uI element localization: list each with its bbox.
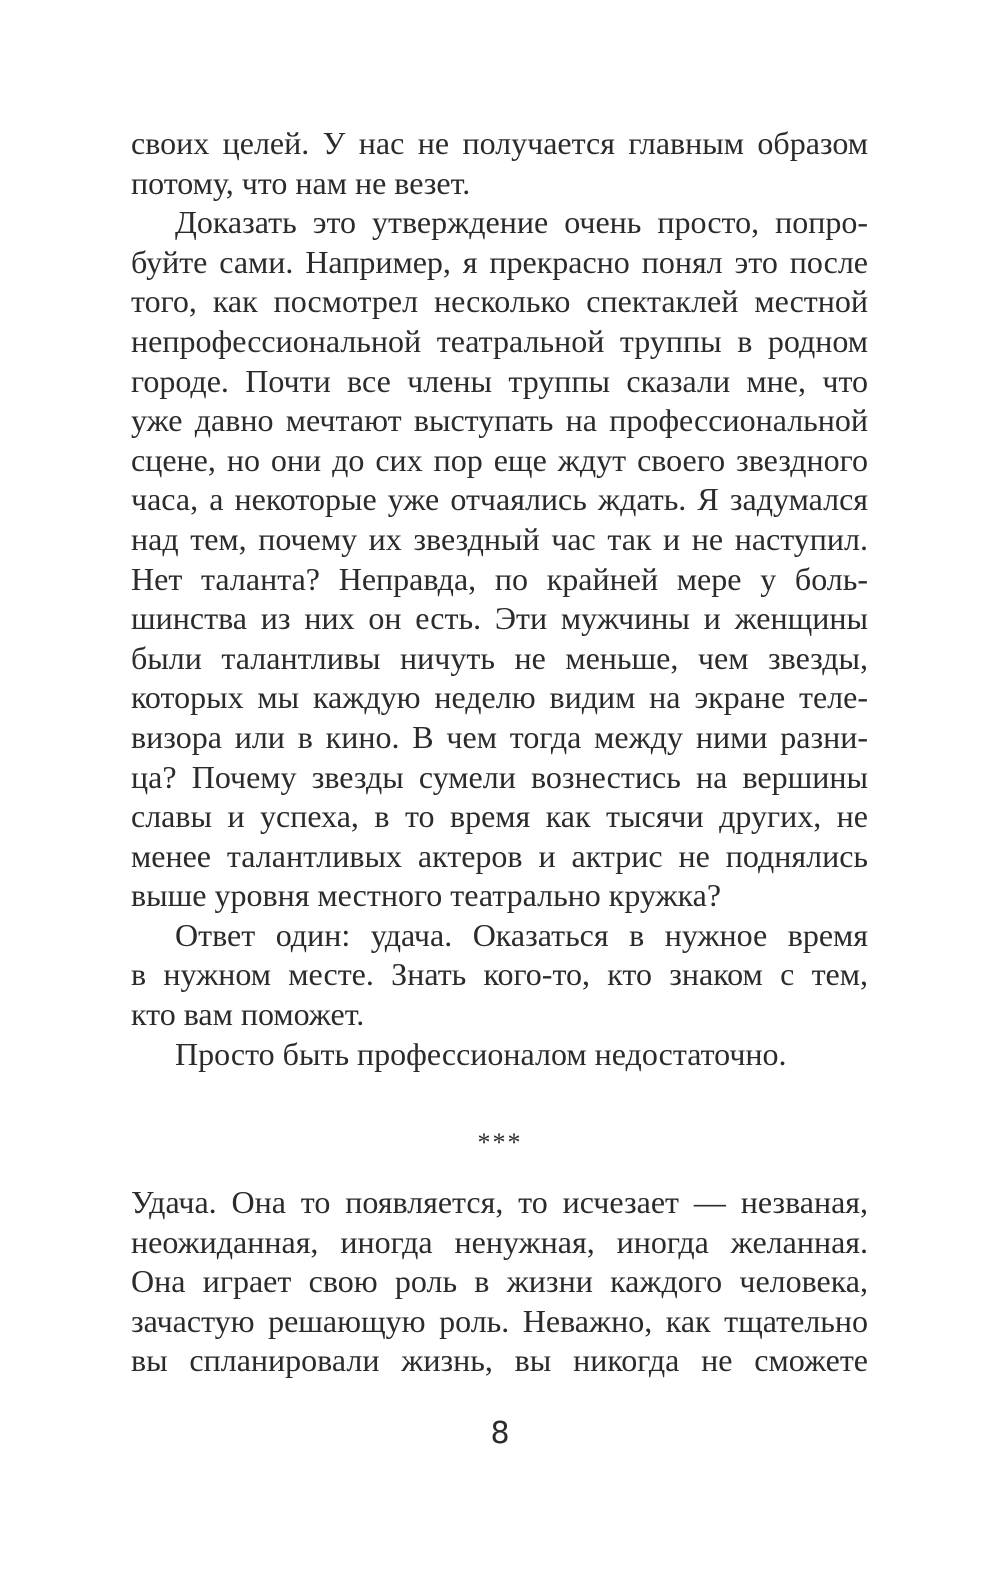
text-line: потому, что нам не везет.: [131, 164, 471, 201]
section-separator: ***: [477, 1128, 523, 1157]
text-line: зачастую решающую роль. Неважно, как тщательно: [131, 1302, 868, 1339]
text-line: над тем, почему их звездный час так и не наступил.: [131, 520, 868, 557]
page-number: 8: [490, 1416, 510, 1451]
text-line: Удача. Она то появляется, то исчезает — незваная,: [131, 1184, 868, 1220]
text-line: ца? Почему звезды сумели вознестись на вершины: [131, 758, 868, 795]
text-line: кто вам поможет.: [131, 996, 365, 1033]
text-line: Доказать это утверждение очень просто, попро-: [175, 204, 868, 241]
text-line: Нет таланта? Неправда, по крайней мере у боль-: [131, 560, 868, 597]
text-line: уже давно мечтают выступать на профессиональной: [131, 402, 868, 439]
text-line: выше уровня местного театрально кружка?: [131, 877, 722, 914]
text-line: буйте сами. Например, я прекрасно понял это после: [131, 243, 868, 280]
text-line: шинства из них он есть. Эти мужчины и женщины: [131, 600, 868, 637]
text-line: которых мы каждую неделю видим на экране теле-: [131, 679, 868, 716]
text-line: городе. Почти все члены труппы сказали мне, что: [131, 362, 868, 399]
text-line: визора или в кино. В чем тогда между ними разни-: [131, 718, 868, 755]
text-line: были талантливы ничуть не меньше, чем звезды,: [131, 639, 868, 676]
text-line: Она играет свою роль в жизни каждого человека,: [131, 1263, 868, 1300]
text-line: менее талантливых актеров и актрис не поднялись: [131, 837, 868, 874]
body-text-bottom: [131, 1183, 868, 1381]
text-line: того, как посмотрел несколько спектаклей местной: [131, 283, 868, 320]
text-line: своих целей. У нас не получается главным образом: [131, 125, 868, 161]
text-line: Просто быть профессионалом недостаточно.: [175, 1035, 787, 1072]
text-line: сцене, но они до сих пор еще ждут своего звездного: [131, 441, 868, 478]
text-line: в нужном месте. Знать кого-то, кто знаком с тем,: [131, 956, 868, 993]
text-line: непрофессиональной театральной труппы в родном: [131, 322, 868, 359]
text-line: неожиданная, иногда ненужная, иногда желанная.: [131, 1223, 868, 1260]
text-line: часа, а некоторые уже отчаялись ждать. Я задумался: [131, 481, 868, 518]
body-text-top: [131, 124, 868, 1074]
text-line: Ответ один: удача. Оказаться в нужное время: [175, 916, 868, 953]
text-line: славы и успеха, в то время как тысячи других, не: [131, 798, 868, 835]
text-line: вы спланировали жизнь, вы никогда не сможете: [131, 1342, 868, 1379]
